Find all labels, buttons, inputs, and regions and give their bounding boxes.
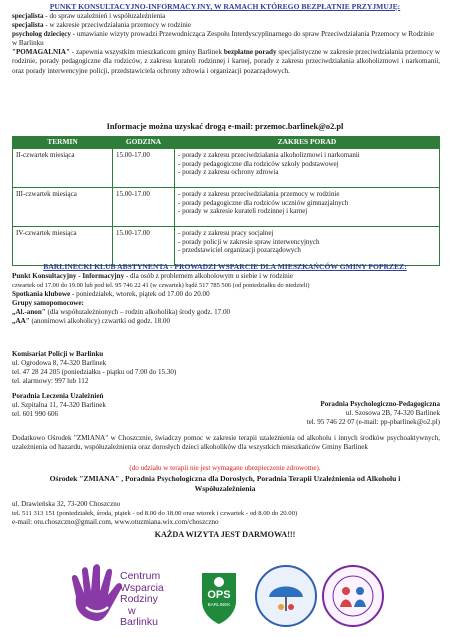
police-block xyxy=(12,350,272,386)
term-cell: IV-czwartek miesiąca xyxy=(13,227,113,266)
no-insurance-note: (do udziału w terapii nie jest wymagane ubezpieczenie zdrowotne). xyxy=(129,464,321,472)
psych-pedagogical-name: Poradnia Psychologiczno-Pedagogiczna xyxy=(320,400,440,408)
table-row xyxy=(13,149,440,188)
email-info: Informacje można uzyskać drogą e-mail: przemoc.barlinek@o2.pl xyxy=(106,122,344,131)
table-row xyxy=(13,188,440,227)
free-visit-notice: KAŻDA WIZYTA JEST DARMOWA!!! xyxy=(154,530,296,539)
table-row xyxy=(13,227,440,266)
self-help-groups-title: Grupy samopomocowe: xyxy=(12,299,84,308)
zmiana-phone: tel. 511 313 151 (poniedziałek, środa, piątek - od 8.00 do 18.00 oraz wtorek i czwartek - od 8.00 do 20.00) xyxy=(12,510,298,518)
scope-item: - porady z zakresu ochrony zdrowia xyxy=(178,168,279,176)
police-phone: tel. 47 28 24 205 (poniedziałku - piątku od 7.00 do 15.30) xyxy=(12,368,177,377)
psych-pedagogical-address: ul. Szosowa 2B, 74-320 Barlinek xyxy=(345,409,440,418)
schedule-header-row xyxy=(13,137,440,149)
centrum-logo-text: Centrum Wsparcia Rodziny w Barlinku xyxy=(120,570,164,628)
alanon-line: „Al.-anon" (dla współuzależnionych – rodzin alkoholika) środy godz. 17.00 xyxy=(12,308,231,317)
col-header-scope: ZAKRES PORAD xyxy=(175,137,440,149)
umbrella-icon xyxy=(257,567,315,625)
hand-logo-icon xyxy=(66,563,126,625)
police-address: ul. Ogrodowa 8, 74-320 Barlinek xyxy=(12,359,107,368)
col-header-hours: GODZINA xyxy=(113,137,175,149)
pomagalnia-paragraph: "POMAGALNIA" - zapewnia wszystkim mieszkańcom gminy Barlinek bezpłatne porady specjalistyczne w zakresie przeciwdziałania przemocy w rodzinie, porady pedagogiczne dla rodziców, z zakresu kurateli rodzinnej i karnej, porady z zakresu przeciwdziałania alkoholizmowi i narkomanii, oraz porady interwencyjne policji, przedstawiciela ochrony zdrowia i organizacji pozarządowych. xyxy=(12,48,441,75)
zmiana-contact xyxy=(12,500,440,527)
addiction-clinic-phone: tel. 601 990 606 xyxy=(12,410,59,419)
scope-cell xyxy=(175,149,440,188)
consultation-point-title: PUNKT KONSULTACYJNO-INFORMACYJNY, W RAMACH KTÓREGO BEZPŁATNIE PRZYJMUJĘ: xyxy=(49,2,401,11)
specialist-line-2: specjalista - w zakresie przeciwdziałania przemocy w rodzinie xyxy=(12,21,192,30)
scope-item: - przedstawiciel organizacji pozarządowych xyxy=(178,246,301,254)
addiction-clinic-address: ul. Szpitalna 11, 74-320 Barlinek xyxy=(12,401,106,410)
term-cell: III-czwartek miesiąca xyxy=(13,188,113,227)
zmiana-address: ul. Drawieńska 32, 73-200 Choszczno xyxy=(12,500,121,508)
ops-logo-subtext: BARLINEK xyxy=(207,602,231,607)
specialist-line-3: psycholog dziecięcy - umawianie wizyty prowadzi Przewodnicząca Zespołu Interdyscyplinarnego do spraw Przeciwdziałania Przemocy w Rodzinie w Barlinku xyxy=(12,30,434,48)
punkt-line: Punkt Konsultacyjny - Informacyjny - dla osób z problemem alkoholowym u siebie i w rodzinie xyxy=(12,272,293,280)
club-section xyxy=(12,272,440,327)
police-alarm: tel. alarmowy: 997 lub 112 xyxy=(12,377,89,386)
scope-cell xyxy=(175,227,440,266)
zmiana-title: Ośrodek "ZMIANA" , Poradnia Psychologiczna dla Dorosłych, Poradnia Terapii Uzależnienia od Alkoholu i Współuzależnienia xyxy=(49,474,401,493)
addiction-clinic-name: Poradnia Leczenia Uzależnień xyxy=(12,392,104,400)
schedule-table xyxy=(12,136,440,266)
logos-row xyxy=(0,555,450,635)
psych-pedagogical-block xyxy=(240,400,440,427)
scope-item: - porady pedagogiczne dla rodziców szkoły podstawowej xyxy=(178,159,339,168)
specialist-line-1: specjalista - do spraw uzależnień i współuzależnienia xyxy=(12,12,166,20)
abstinence-club-title: BARLINECKI KLUB ABSTYNENTA - PROWADZI WSPARCIE DLA MIESZKAŃCÓW GMINY POPRZEZ: xyxy=(43,262,407,271)
psych-pedagogical-phone: tel. 95 746 22 07 (e-mail: pp-pbarlinek@o2.pl) xyxy=(306,418,440,427)
interdisciplinary-team-logo xyxy=(255,565,317,627)
scope-item: - porady pedagogiczne dla rodziców uczniów gimnazjalnych xyxy=(178,198,349,207)
addiction-clinic-block xyxy=(12,392,212,419)
police-name: Komisariat Policji w Barlinku xyxy=(12,350,104,358)
hours-cell: 15.00-17.00 xyxy=(113,227,175,266)
hours-cell: 15.00-17.00 xyxy=(113,149,175,188)
meetings-line: Spotkania klubowe - poniedziałek, wtorek, piątek od 17.00 do 20.00 xyxy=(12,290,210,299)
family-icon xyxy=(324,567,382,625)
scope-item: - porady policji w zakresie spraw interwencyjnych xyxy=(178,237,320,246)
term-cell: II-czwartek miesiąca xyxy=(13,149,113,188)
scope-item: - porady z zakresu pracy socjalnej xyxy=(178,229,274,237)
zmiana-email: e-mail: otu.choszczno@gmail.com, www.otuzmiana.wix.com/choszczno xyxy=(12,518,219,527)
punkt-hours-line: czwartek od 17.00 do 19.00 lub pod tel. 95 746 22 41 (w czwartek) bądź 517 785 506 (od poniedziałku do niedzieli) xyxy=(12,282,310,290)
ops-logo-text: OPS xyxy=(207,589,231,601)
prevention-commission-logo xyxy=(322,565,384,627)
scope-item: - porady w zakresie kurateli rodzinnej i karnej xyxy=(178,207,308,215)
col-header-term: TERMIN xyxy=(13,137,113,149)
scope-item: - porady z zakresu przeciwdziałania przemocy w rodzinie xyxy=(178,190,340,198)
hours-cell: 15.00-17.00 xyxy=(113,188,175,227)
scope-item: - porady z zakresu przeciwdziałania alkoholizmowi i narkomanii xyxy=(178,151,360,159)
aa-line: „AA" (anonimowi alkoholicy) czwartki od godz. 18.00 xyxy=(12,317,170,326)
scope-cell xyxy=(175,188,440,227)
zmiana-description: Dodatkowo Ośrodek "ZMIANA" w Choszcznie, świadczy pomoc w zakresie terapii uzależnienia od alkoholu i innych środków psychoaktywnych, uzależnienia od hazardu, współuzależnienia oraz dorosłych dzieci alkoholików dla wszystkich mieszkańców Gminy Barlinek xyxy=(12,434,440,452)
specialists-section xyxy=(12,12,440,76)
